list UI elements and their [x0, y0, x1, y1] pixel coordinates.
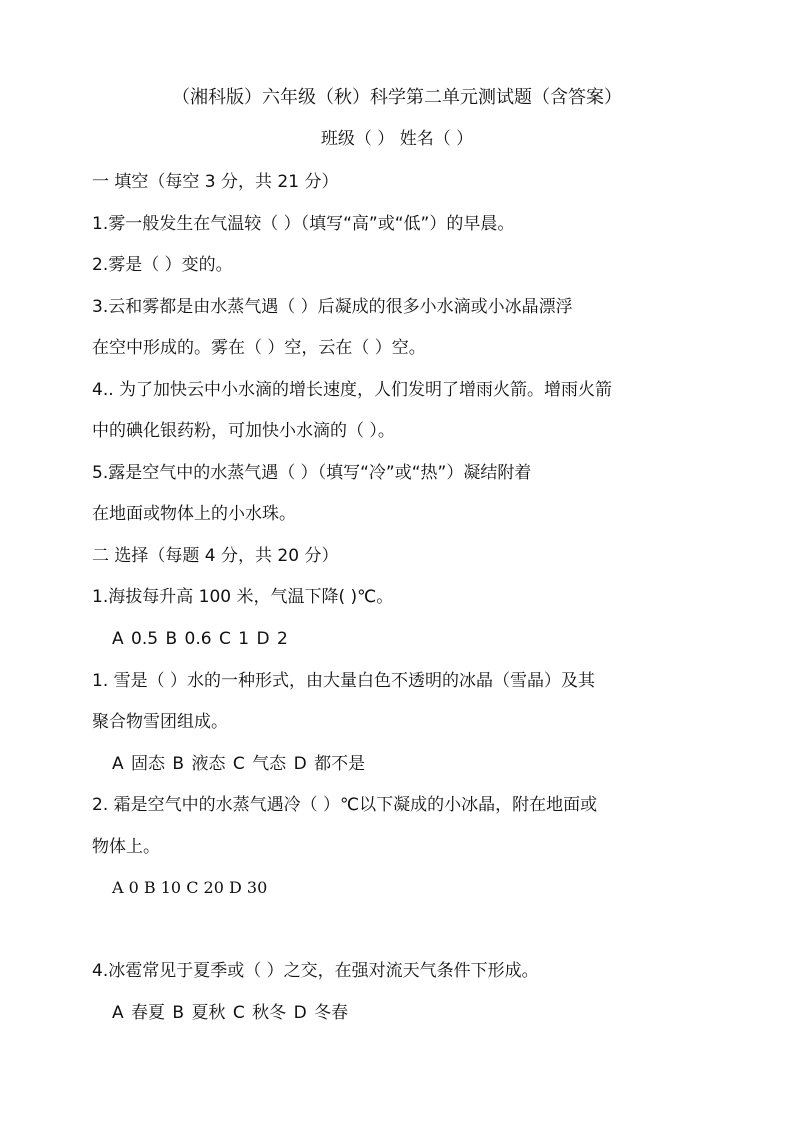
choice-question-2-line-2: 聚合物雪团组成。	[92, 712, 228, 732]
choice-question-3-line-1: 2. 霜是空气中的水蒸气遇冷（ ）℃以下凝成的小冰晶，附在地面或	[92, 795, 598, 815]
fill-question-1: 1.雾一般发生在气温较（ ）（填写“高”或“低”）的早晨。	[92, 214, 515, 234]
fill-question-4-line-2: 中的碘化银药粉，可加快小水滴的（ ）。	[92, 421, 395, 441]
choice-question-2-line-1: 1. 雪是（ ）水的一种形式，由大量白色不透明的冰晶（雪晶）及其	[92, 671, 596, 691]
section-choice-heading: 二 选择（每题 4 分，共 20 分）	[92, 546, 339, 566]
fill-question-3-line-1: 3.云和雾都是由水蒸气遇（ ）后凝成的很多小水滴或小冰晶漂浮	[92, 297, 573, 317]
document-title: （湘科版）六年级（秋）科学第二单元测试题（含答案）	[172, 87, 622, 108]
choice-question-3-line-2: 物体上。	[92, 837, 160, 857]
choice-question-4: 4.冰雹常见于夏季或（ ）之交，在强对流天气条件下形成。	[92, 961, 539, 981]
choice-question-1: 1.海拔每升高 100 米，气温下降( )℃。	[92, 587, 394, 607]
choice-question-2-options: A 固态 B 液态 C 气态 D 都不是	[112, 754, 366, 774]
fill-question-2: 2.雾是（ ）变的。	[92, 255, 233, 275]
fill-question-5-line-1: 5.露是空气中的水蒸气遇（ ）（填写“冷”或“热”）凝结附着	[92, 463, 532, 483]
choice-question-3-options: A 0 B 10 C 20 D 30	[112, 878, 268, 897]
fill-question-4-line-1: 4.. 为了加快云中小水滴的增长速度，人们发明了增雨火箭。增雨火箭	[92, 380, 613, 400]
choice-question-1-options: A 0.5 B 0.6 C 1 D 2	[112, 629, 288, 649]
choice-question-4-options: A 春夏 B 夏秋 C 秋冬 D 冬春	[112, 1003, 349, 1023]
fill-question-5-line-2: 在地面或物体上的小水珠。	[92, 504, 296, 524]
section-fill-blank-heading: 一 填空（每空 3 分，共 21 分）	[92, 172, 339, 192]
fill-question-3-line-2: 在空中形成的。雾在（ ）空，云在（ ）空。	[92, 338, 426, 358]
class-name-line: 班级（ ） 姓名（ ）	[320, 129, 474, 149]
